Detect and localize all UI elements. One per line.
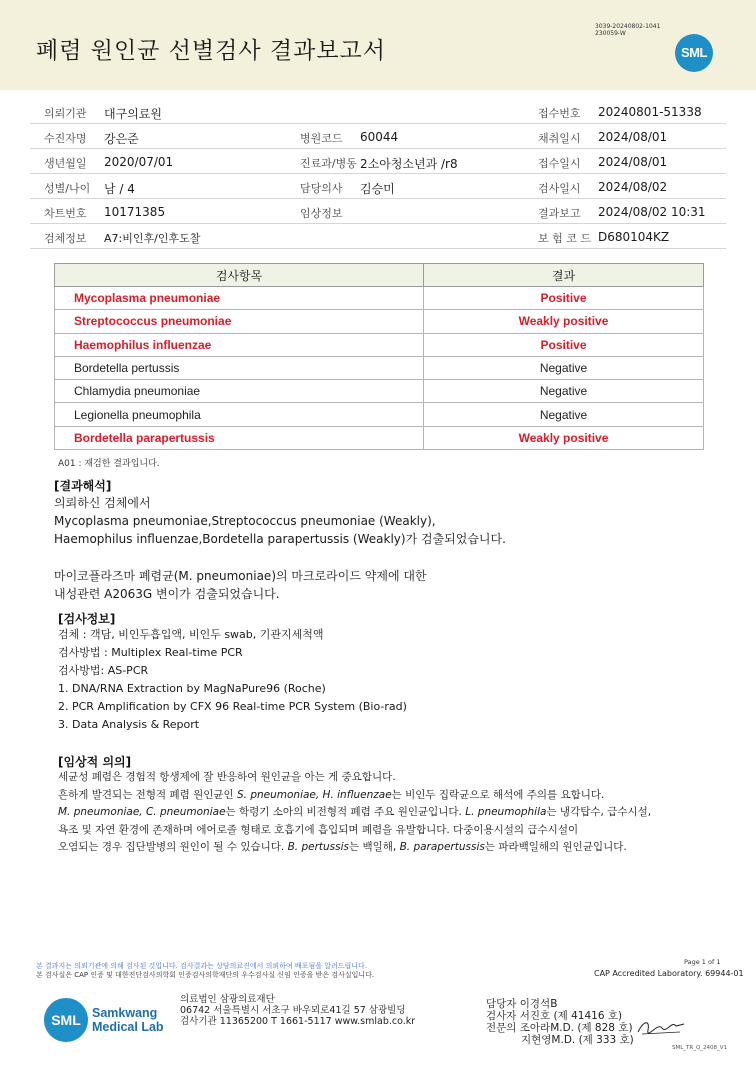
test-item-cell: Streptococcus pneumoniae <box>55 310 424 333</box>
sml-logo: SML <box>675 34 713 72</box>
clinical-title: [임상적 의의] <box>58 755 132 769</box>
staff-line: 지현영M.D. (제 333 호) <box>521 1034 634 1046</box>
receipt-no-label: 접수번호 <box>538 107 581 120</box>
clinical-fragment: L. pneumophila <box>465 806 547 818</box>
doctor-label: 담당의사 <box>300 182 343 195</box>
test-info-text <box>58 626 407 734</box>
form-code: SML_TR_Q_2408_V1 <box>672 1045 728 1051</box>
report-header <box>0 0 756 90</box>
table-row <box>55 333 704 356</box>
clinical-text <box>58 769 651 857</box>
interpretation-title: [결과해석] <box>54 479 112 493</box>
page-number: Page 1 of 1 <box>684 958 721 966</box>
doc-code-line1: 3039-20240802-1041 <box>595 23 661 30</box>
result-cell: Weakly positive <box>424 426 704 449</box>
test-info-line: 검사방법 : Multiplex Real-time PCR <box>58 646 243 659</box>
institution-value: 대구의료원 <box>104 107 162 121</box>
collect-date-value: 2024/08/01 <box>598 130 668 144</box>
table-row <box>55 310 704 333</box>
birth-label: 생년월일 <box>44 157 87 170</box>
results-table <box>54 263 704 450</box>
result-cell: Negative <box>424 356 704 379</box>
table-row <box>55 380 704 403</box>
test-info-line: 검체 : 객담, 비인두흡입액, 비인두 swab, 기관지세척액 <box>58 628 324 641</box>
test-item-cell: Bordetella pertussis <box>55 356 424 379</box>
clinical-info-label: 임상정보 <box>300 207 343 220</box>
test-info-line: 2. PCR Amplification by CFX 96 Real-time PCR System (Bio-rad) <box>58 700 407 713</box>
receipt-date-label: 접수일시 <box>538 157 581 170</box>
spacer <box>54 548 506 567</box>
test-item-cell: Bordetella parapertussis <box>55 426 424 449</box>
table-row <box>55 287 704 310</box>
result-cell: Negative <box>424 380 704 403</box>
test-info-line: 3. Data Analysis & Report <box>58 718 200 731</box>
signature-icon <box>636 1016 686 1038</box>
retest-note: A01 : 재검한 결과입니다. <box>58 459 160 469</box>
clinical-fragment: 는 냉각탑수, 급수시설, <box>546 806 652 818</box>
test-item-cell: Mycoplasma pneumoniae <box>55 287 424 310</box>
sex-age-label: 성별/나이 <box>44 182 91 195</box>
company-name-line: Samkwang <box>92 1006 158 1020</box>
staff-line: 전문의 조아라M.D. (제 828 호) <box>486 1022 633 1034</box>
result-cell: Positive <box>424 333 704 356</box>
birth-value: 2020/07/01 <box>104 155 174 169</box>
clinical-line: 욕조 및 자연 환경에 존재하며 에어로졸 형태로 호흡기에 흡입되며 폐렴을 유발합니다. 다중이용시설의 급수시설이 <box>58 823 579 836</box>
sex-age-value: 남 / 4 <box>104 182 135 196</box>
cap-accreditation: CAP Accredited Laboratory. 69944-01 <box>594 969 744 978</box>
staff-list <box>486 998 634 1046</box>
chart-no-label: 차트번호 <box>44 207 87 220</box>
doc-code-line2: 230059-W <box>595 30 626 37</box>
company-name-line: Medical Lab <box>92 1020 164 1034</box>
info-row-4 <box>30 174 726 199</box>
table-row <box>55 426 704 449</box>
result-cell: Positive <box>424 287 704 310</box>
staff-line: 담당자 이경석B <box>486 998 558 1010</box>
test-date-label: 검사일시 <box>538 182 581 195</box>
header-result: 결과 <box>424 264 704 287</box>
test-item-cell: Legionella pneumophila <box>55 403 424 426</box>
interpretation-line: Haemophilus influenzae,Bordetella parapertussis (Weakly)가 검출되었습니다. <box>54 532 506 546</box>
interpretation-text <box>54 494 506 603</box>
interpretation-line: 의뢰하신 검체에서 <box>54 496 151 510</box>
address-line: 06742 서울특별시 서초구 바우뫼로41길 57 삼광빌딩 <box>180 1005 406 1016</box>
result-cell: Negative <box>424 403 704 426</box>
clinical-fragment: S. pneumoniae, H. influenzae <box>236 788 392 801</box>
report-date-value: 2024/08/02 10:31 <box>598 205 706 219</box>
footer-note-2: 본 검사실은 CAP 인증 및 대한진단검사의학회 인증검사의학재단의 우수검사실 신임 인증을 받은 검사실입니다. <box>36 971 375 979</box>
clinical-fragment: B. parapertussis <box>399 841 485 853</box>
address-line: 검사기관 11365200 T 1661-5117 www.smlab.co.kr <box>180 1016 416 1027</box>
interpretation-line: Mycoplasma pneumoniae,Streptococcus pneumoniae (Weakly), <box>54 514 436 528</box>
institution-label: 의뢰기관 <box>44 107 87 120</box>
info-row-3 <box>30 149 726 174</box>
insurance-code-value: D680104KZ <box>598 230 670 244</box>
clinical-line: 세균성 폐렴은 경험적 항생제에 잘 반응하여 원인균을 아는 게 중요합니다. <box>58 771 396 783</box>
table-row <box>55 356 704 379</box>
document-code <box>595 23 660 37</box>
test-date-value: 2024/08/02 <box>598 180 668 194</box>
header-test-item: 검사항목 <box>55 264 424 287</box>
clinical-line <box>58 839 651 857</box>
clinical-fragment: 오염되는 경우 집단발병의 원인이 될 수 있습니다. <box>58 841 288 853</box>
clinical-fragment: 흔하게 발견되는 전형적 폐렴 원인균인 <box>58 788 237 801</box>
info-row-5 <box>30 199 726 224</box>
receipt-no-value: 20240801-51338 <box>598 105 702 119</box>
test-item-cell: Haemophilus influenzae <box>55 333 424 356</box>
insurance-code-label: 보 험 코 드 <box>538 232 591 245</box>
clinical-fragment: 는 백일해, <box>348 841 400 853</box>
table-row <box>55 403 704 426</box>
clinical-fragment: M. pneumoniae, C. pneumoniae <box>58 806 226 818</box>
company-name <box>92 1006 164 1034</box>
hospital-code-value: 60044 <box>360 130 399 144</box>
test-item-cell: Chlamydia pneumoniae <box>55 380 424 403</box>
info-row-1 <box>30 99 726 124</box>
clinical-fragment: 는 학령기 소아의 비전형적 폐렴 주요 원인균입니다. <box>225 806 466 818</box>
clinical-line <box>58 787 651 805</box>
company-address <box>180 994 415 1027</box>
report-title: 폐렴 원인균 선별검사 결과보고서 <box>36 38 386 64</box>
interpretation-line: 내성관련 A2063G 변이가 검출되었습니다. <box>54 587 280 601</box>
test-info-title: [검사정보] <box>58 612 116 626</box>
department-label: 진료과/병동 <box>300 157 357 170</box>
result-cell: Weakly positive <box>424 310 704 333</box>
footer-sml-logo: SML <box>44 998 88 1042</box>
doctor-value: 김승미 <box>360 182 395 196</box>
clinical-fragment: 는 파라백일해의 원인균입니다. <box>484 841 627 853</box>
address-line: 의료법인 삼광의료재단 <box>180 994 275 1005</box>
results-header-row <box>55 264 704 287</box>
specimen-value: A7:비인후/인후도찰 <box>104 232 201 245</box>
report-date-label: 결과보고 <box>538 207 581 220</box>
collect-date-label: 채취일시 <box>538 132 581 145</box>
test-info-line: 1. DNA/RNA Extraction by MagNaPure96 (Roche) <box>58 682 326 695</box>
clinical-fragment: 는 비인두 집락균으로 해석에 주의를 요합니다. <box>391 788 605 801</box>
chart-no-value: 10171385 <box>104 205 166 219</box>
staff-line: 검사자 서진호 (제 41416 호) <box>486 1010 623 1022</box>
interpretation-line: 마이코플라즈마 폐렴균(M. pneumoniae)의 마크로라이드 약제에 대한 <box>54 569 427 583</box>
test-info-line: 검사방법: AS-PCR <box>58 664 149 677</box>
clinical-line <box>58 804 651 822</box>
hospital-code-label: 병원코드 <box>300 132 343 145</box>
clinical-fragment: B. pertussis <box>287 841 349 853</box>
receipt-date-value: 2024/08/01 <box>598 155 668 169</box>
info-row-6 <box>30 224 726 249</box>
footer-note-1: 본 결과지는 의뢰기관에 의해 검사된 것입니다. 검사결과는 상담의료진에서 의뢰하여 배포됨을 알려드립니다. <box>36 962 367 970</box>
specimen-label: 검체정보 <box>44 232 87 245</box>
info-row-2 <box>30 124 726 149</box>
department-value: 2소아청소년과 /r8 <box>360 157 458 171</box>
recipient-value: 강은준 <box>104 132 139 146</box>
recipient-label: 수진자명 <box>44 132 87 145</box>
